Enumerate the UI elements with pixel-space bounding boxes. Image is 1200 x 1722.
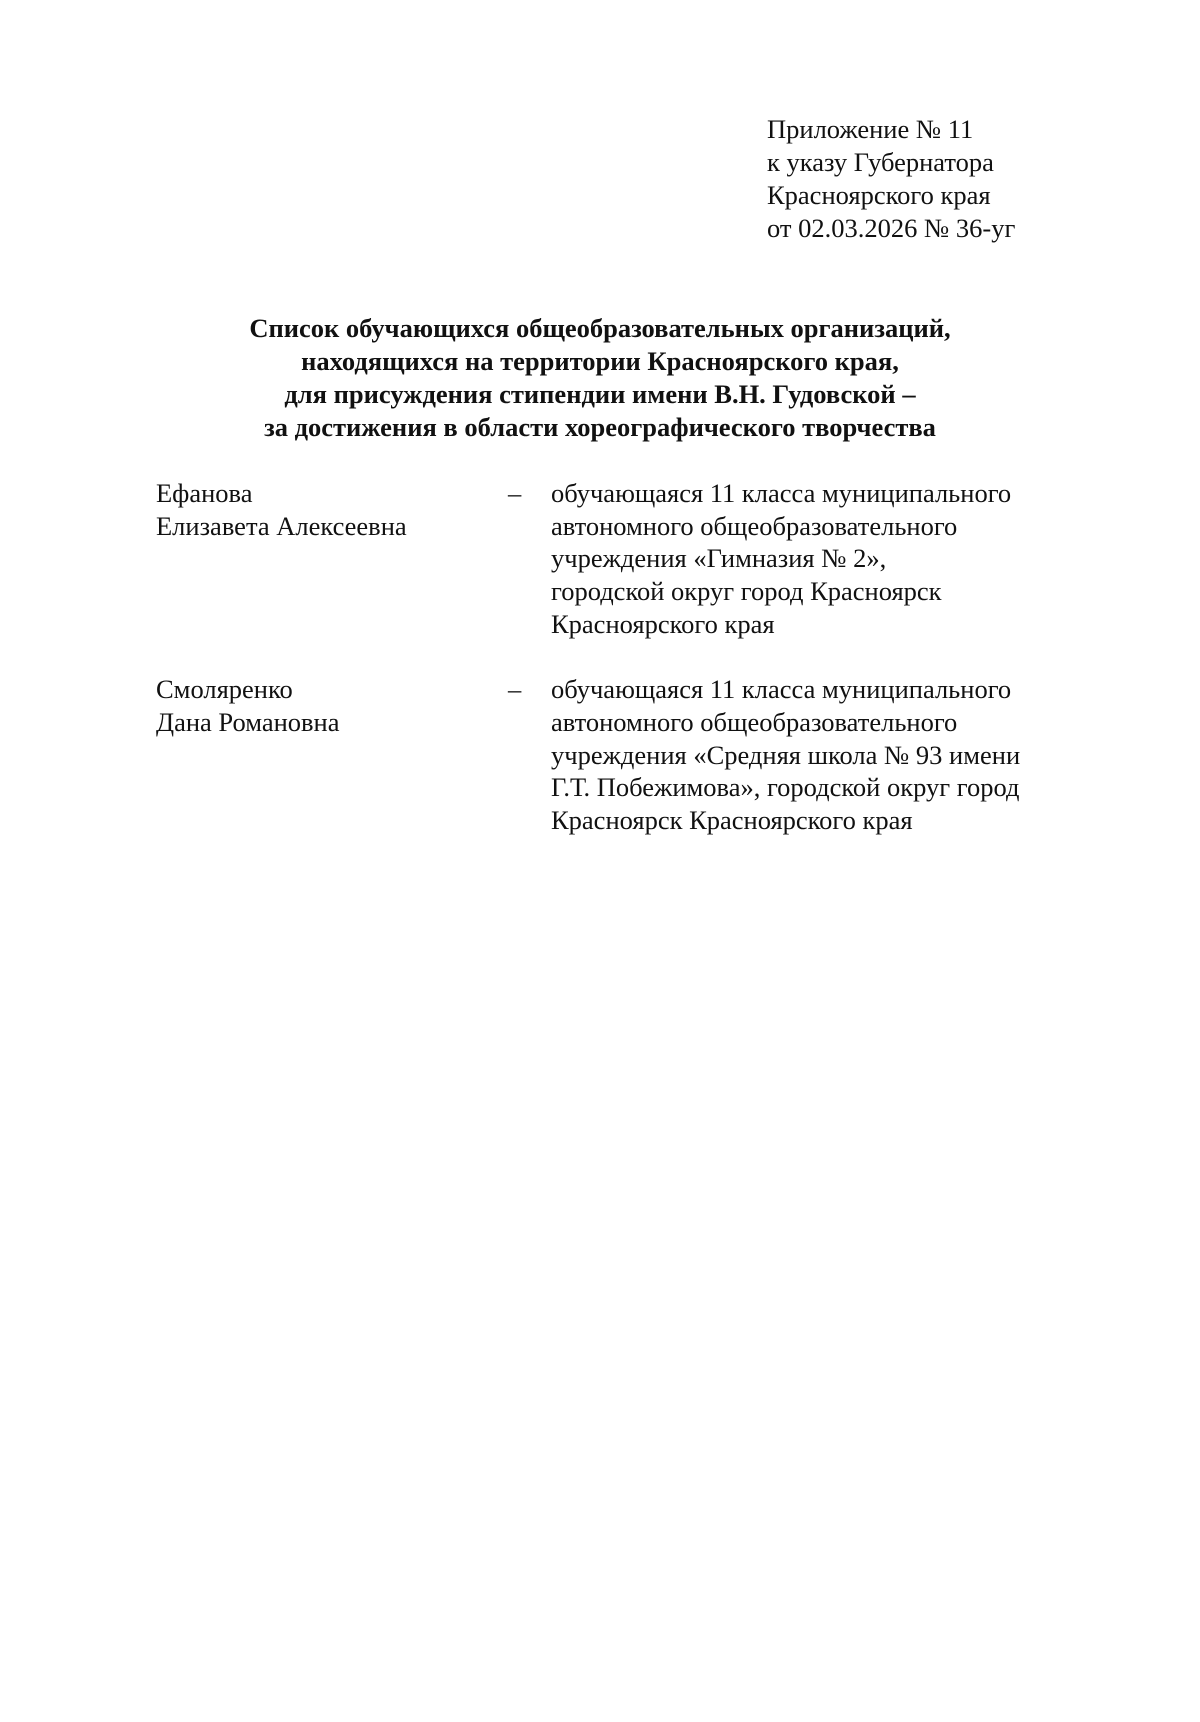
title-line: за достижения в области хореографического творчества [264, 412, 936, 442]
title-line: Список обучающихся общеобразовательных организаций, [249, 313, 951, 343]
description-line: автономного общеобразовательного [551, 706, 958, 737]
separator-dash: – [508, 478, 522, 508]
description-line: Красноярского края [551, 608, 775, 639]
title-line: находящихся на территории Красноярского края, [301, 346, 899, 376]
separator-dash: – [508, 674, 522, 705]
student-name [156, 477, 508, 641]
description-line: городской округ город Красноярск [551, 576, 942, 607]
given-names: Елизавета Алексеевна [156, 510, 407, 541]
appendix-reference [767, 113, 1015, 245]
list-item [156, 673, 1156, 837]
surname: Смоляренко [156, 674, 293, 705]
student-description [551, 477, 1011, 641]
description-line: учреждения «Средняя школа № 93 имени [551, 739, 1021, 770]
student-description [551, 673, 1020, 837]
list-item [156, 477, 1156, 641]
appendix-line: Приложение № 11 [767, 114, 974, 144]
surname: Ефанова [156, 478, 253, 508]
appendix-line: от 02.03.2026 № 36-уг [767, 213, 1016, 243]
description-line: Г.Т. Побежимова», городской округ город [551, 772, 1020, 803]
student-list [156, 477, 1156, 869]
description-line: обучающаяся 11 класса муниципального [551, 674, 1012, 705]
description-line: обучающаяся 11 класса муниципального [551, 478, 1012, 508]
description-line: учреждения «Гимназия № 2», [551, 543, 887, 574]
appendix-line: Красноярского края [767, 180, 991, 210]
appendix-line: к указу Губернатора [767, 147, 994, 177]
student-name [156, 673, 508, 837]
title-line: для присуждения стипендии имени В.Н. Гудовской – [284, 379, 916, 409]
document-title [150, 312, 1050, 444]
description-line: автономного общеобразовательного [551, 510, 958, 541]
given-names: Дана Романовна [156, 706, 340, 737]
description-line: Красноярск Красноярского края [551, 805, 913, 836]
